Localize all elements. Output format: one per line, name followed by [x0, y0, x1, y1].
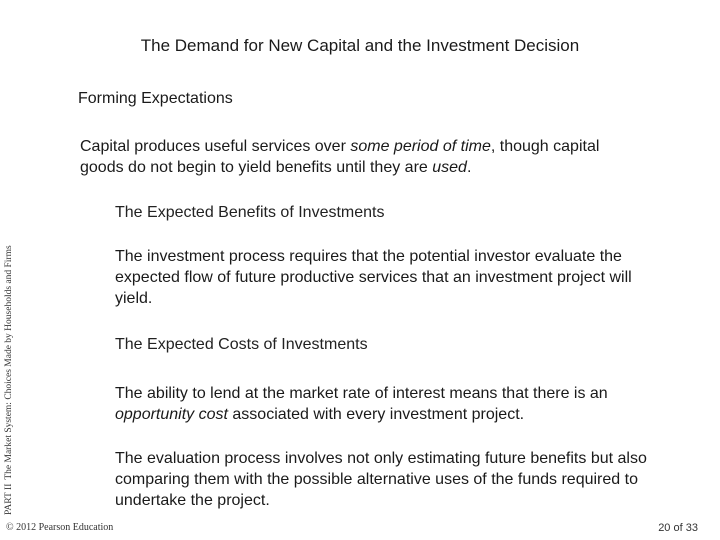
copyright: © 2012 Pearson Education: [6, 522, 114, 533]
page-of: of: [673, 522, 683, 534]
intro-text-3: .: [466, 159, 472, 176]
slide-title: The Demand for New Capital and the Investment Decision: [140, 36, 580, 55]
costs-paragraph-2: The evaluation process involves not only estimating future benefits but also comparing them with the possible alternative uses of the funds required to undertake the project.: [115, 450, 647, 509]
side-label: [4, 225, 18, 515]
page-current: 20: [658, 522, 671, 534]
intro-text-2: , though capital goods do not begin to yield benefits until they are: [80, 138, 600, 176]
costs-emphasis: opportunity cost: [115, 406, 228, 423]
section-heading: Forming Expectations: [78, 90, 233, 107]
costs-heading: The Expected Costs of Investments: [115, 336, 368, 353]
page-total: 33: [685, 522, 698, 534]
costs-paragraph-1: [115, 383, 655, 425]
benefits-heading: The Expected Benefits of Investments: [115, 204, 385, 221]
page-number: [658, 522, 698, 534]
benefits-paragraph: The investment process requires that the potential investor evaluate the expected flow of future productive services that an investment project will yield.: [115, 248, 632, 307]
intro-emphasis-2: used: [432, 159, 467, 176]
intro-text-1: Capital produces useful services over: [80, 138, 351, 155]
intro-paragraph: [80, 136, 640, 178]
side-label-part: PART II: [4, 483, 14, 515]
costs-text-2: associated with every investment project.: [227, 406, 525, 423]
costs-text-1: The ability to lend at the market rate of interest means that there is an: [115, 385, 608, 402]
intro-emphasis-1: some period of time: [350, 138, 491, 155]
side-label-text: The Market System: Choices Made by Households and Firms: [4, 245, 14, 480]
